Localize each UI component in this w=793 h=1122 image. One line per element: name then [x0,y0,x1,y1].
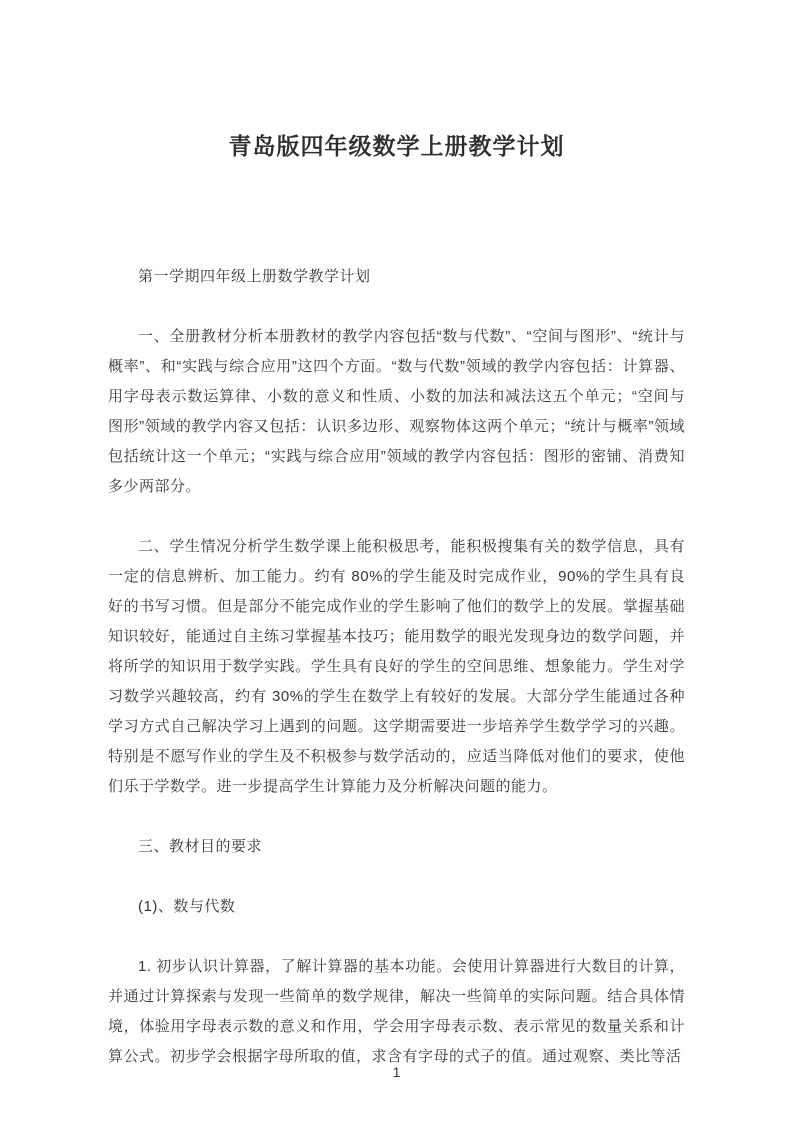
paragraph-semester-heading: 第一学期四年级上册数学教学计划 [138,268,371,286]
page-title: 青岛版四年级数学上册教学计划 [228,133,565,159]
page-number: 1 [392,1064,401,1080]
paragraph-subsection-one-heading: (1)、数与代数 [138,898,236,916]
paragraph-student-analysis: 二、学生情况分析学生数学课上能积极思考，能积极搜集有关的数学信息，具有一定的信息辨析、加工能力。约有 80%的学生能及时完成作业，90%的学生具有良好的书写习惯。但是部分不能完成作业的学生影响了他们的数学上的发展。掌握基础知识较好，能通过自主练习掌握基本技巧；能用数学的眼光发现身边的数学问题，并将所学的知识用于数学实践。学生具有良好的学生的空间思维、想象能力。学生对学习数学兴趣较高，约有 30%的学生在数学上有较好的发展。大部分学生能通过各种学习方式自己解决学习上遇到的问题。这学期需要进一步培养学生数学学习的兴趣。特别是不愿写作业的学生及不积极参与数学活动的，应适当降低对他们的要求，使他们乐于学数学。进一步提高学生计算能力及分析解决问题的能力。 [108,538,685,796]
paragraph-calculator-goals: 1. 初步认识计算器，了解计算器的基本功能。会使用计算器进行大数目的计算，并通过计算探索与发现一些简单的数学规律，解决一些简单的实际问题。结合具体情境，体验用字母表示数的意义和作用，学会用字母表示数、表示常见的数量关系和计算公式。初步学会根据字母所取的值，求含有字母的式子的值。通过观察、类比等活 [108,958,685,1066]
paragraph-section-three-heading: 三、教材目的要求 [138,838,263,856]
paragraph-textbook-analysis: 一、全册教材分析本册教材的教学内容包括“数与代数”、“空间与图形”、“统计与概率”、和“实践与综合应用”这四个方面。“数与代数”领域的教学内容包括：计算器、用字母表示数运算律、小数的意义和性质、小数的加法和减法这五个单元；“空间与图形”领域的教学内容又包括：认识多边形、观察物体这两个单元；“统计与概率”领域包括统计这一个单元；“实践与综合应用”领域的教学内容包括：图形的密铺、消费知多少两部分。 [108,328,685,496]
